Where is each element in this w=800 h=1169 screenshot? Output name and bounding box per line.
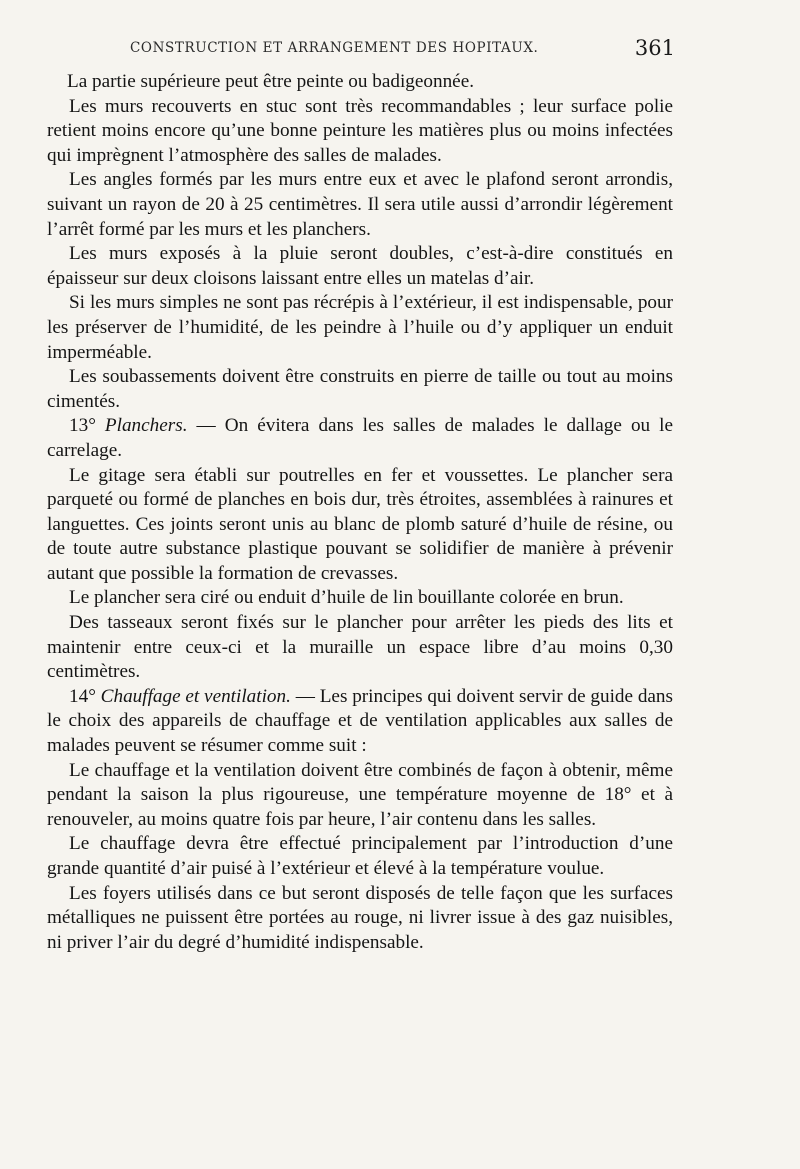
paragraph: [47, 95, 673, 169]
paragraph-text: Le gitage sera établi sur poutrelles en fer et voussettes. Le plancher sera parqueté ou formé de planches en bois dur, très étroites, assemblées à rainures et languettes. Ces joints seront unis au blanc de plomb saturé d’huile de résine, ou de toute autre substance plastique pouvant se solidifier de manière à prévenir autant que possible la formation de crevasses.: [47, 464, 673, 584]
paragraph: [47, 464, 673, 587]
paragraph: [47, 882, 673, 956]
paragraph-text: Les murs exposés à la pluie seront doubles, c’est-à-dire constitués en épaisseur sur deux cloisons laissant entre elles un matelas d’air.: [47, 243, 673, 289]
paragraph: [47, 759, 673, 833]
page-number: 361: [634, 36, 675, 60]
paragraph-text: Les murs recouverts en stuc sont très recommandables ; leur surface polie retient moins encore qu’une bonne peinture les matières plus ou moins infectées qui imprègnent l’atmosphère des salles de malades.: [47, 95, 673, 166]
paragraph: [47, 586, 673, 611]
running-head-title: CONSTRUCTION ET ARRANGEMENT DES HOPITAUX.: [130, 40, 539, 56]
section-title: Chauffage et ventilation.: [100, 685, 291, 707]
paragraph-text: Le chauffage et la ventilation doivent être combinés de façon à obtenir, même pendant la saison la plus rigoureuse, une température moyenne de 18° et à renouveler, au moins quatre fois par heure, l’air contenu dans les salles.: [47, 759, 673, 830]
body-text: [47, 70, 673, 955]
paragraph-text: Des tasseaux seront fixés sur le plancher pour arrêter les pieds des lits et maintenir entre ceux-ci et la muraille un espace libre d’au moins 0,30 centimètres.: [47, 612, 673, 683]
paragraph-text: — On évitera dans les salles de malades le dallage ou le carrelage.: [47, 415, 674, 461]
paragraph-text: Les foyers utilisés dans ce but seront disposés de telle façon que les surfaces métalliques ne puissent être portées au rouge, ni livrer issue à des gaz nuisibles, ni priver l’air du degré d’humidité indispensable.: [47, 882, 673, 953]
paragraph-text: Le plancher sera ciré ou enduit d’huile de lin bouillante colorée en brun.: [69, 587, 624, 609]
paragraph: [47, 365, 673, 414]
paragraph: [47, 611, 673, 685]
running-head: [130, 36, 675, 62]
paragraph: [47, 70, 673, 95]
paragraph-text: Si les murs simples ne sont pas récrépis à l’extérieur, il est indispensable, pour les préserver de l’humidité, de les peindre à l’huile ou d’y appliquer un enduit imperméable.: [47, 292, 673, 363]
paragraph-text: La partie supérieure peut être peinte ou badigeonnée.: [67, 71, 475, 92]
paragraph-text: Le chauffage devra être effectué principalement par l’introduction d’une grande quantité d’air puisé à l’extérieur et élevé à la température voulue.: [47, 833, 673, 879]
paragraph: [47, 168, 673, 242]
paragraph: [47, 291, 673, 365]
section-paragraph: [47, 414, 673, 463]
paragraph-text: — Les principes qui doivent servir de guide dans le choix des appareils de chauffage et de ventilation applicables aux salles de malades peuvent se résumer comme suit :: [47, 685, 673, 757]
paragraph: [47, 242, 673, 291]
paragraph-text: Les angles formés par les murs entre eux et avec le plafond seront arrondis, suivant un rayon de 20 à 25 centimètres. Il sera utile aussi d’arrondir légèrement l’arrêt formé par les murs et les planchers.: [47, 169, 673, 240]
section-number: 14°: [69, 685, 96, 707]
section-number: 13°: [69, 415, 96, 437]
section-title: Planchers.: [104, 415, 188, 437]
section-paragraph: [47, 685, 673, 759]
paragraph-text: Les soubassements doivent être construits en pierre de taille ou tout au moins cimentés.: [47, 366, 673, 412]
paragraph: [47, 832, 673, 881]
